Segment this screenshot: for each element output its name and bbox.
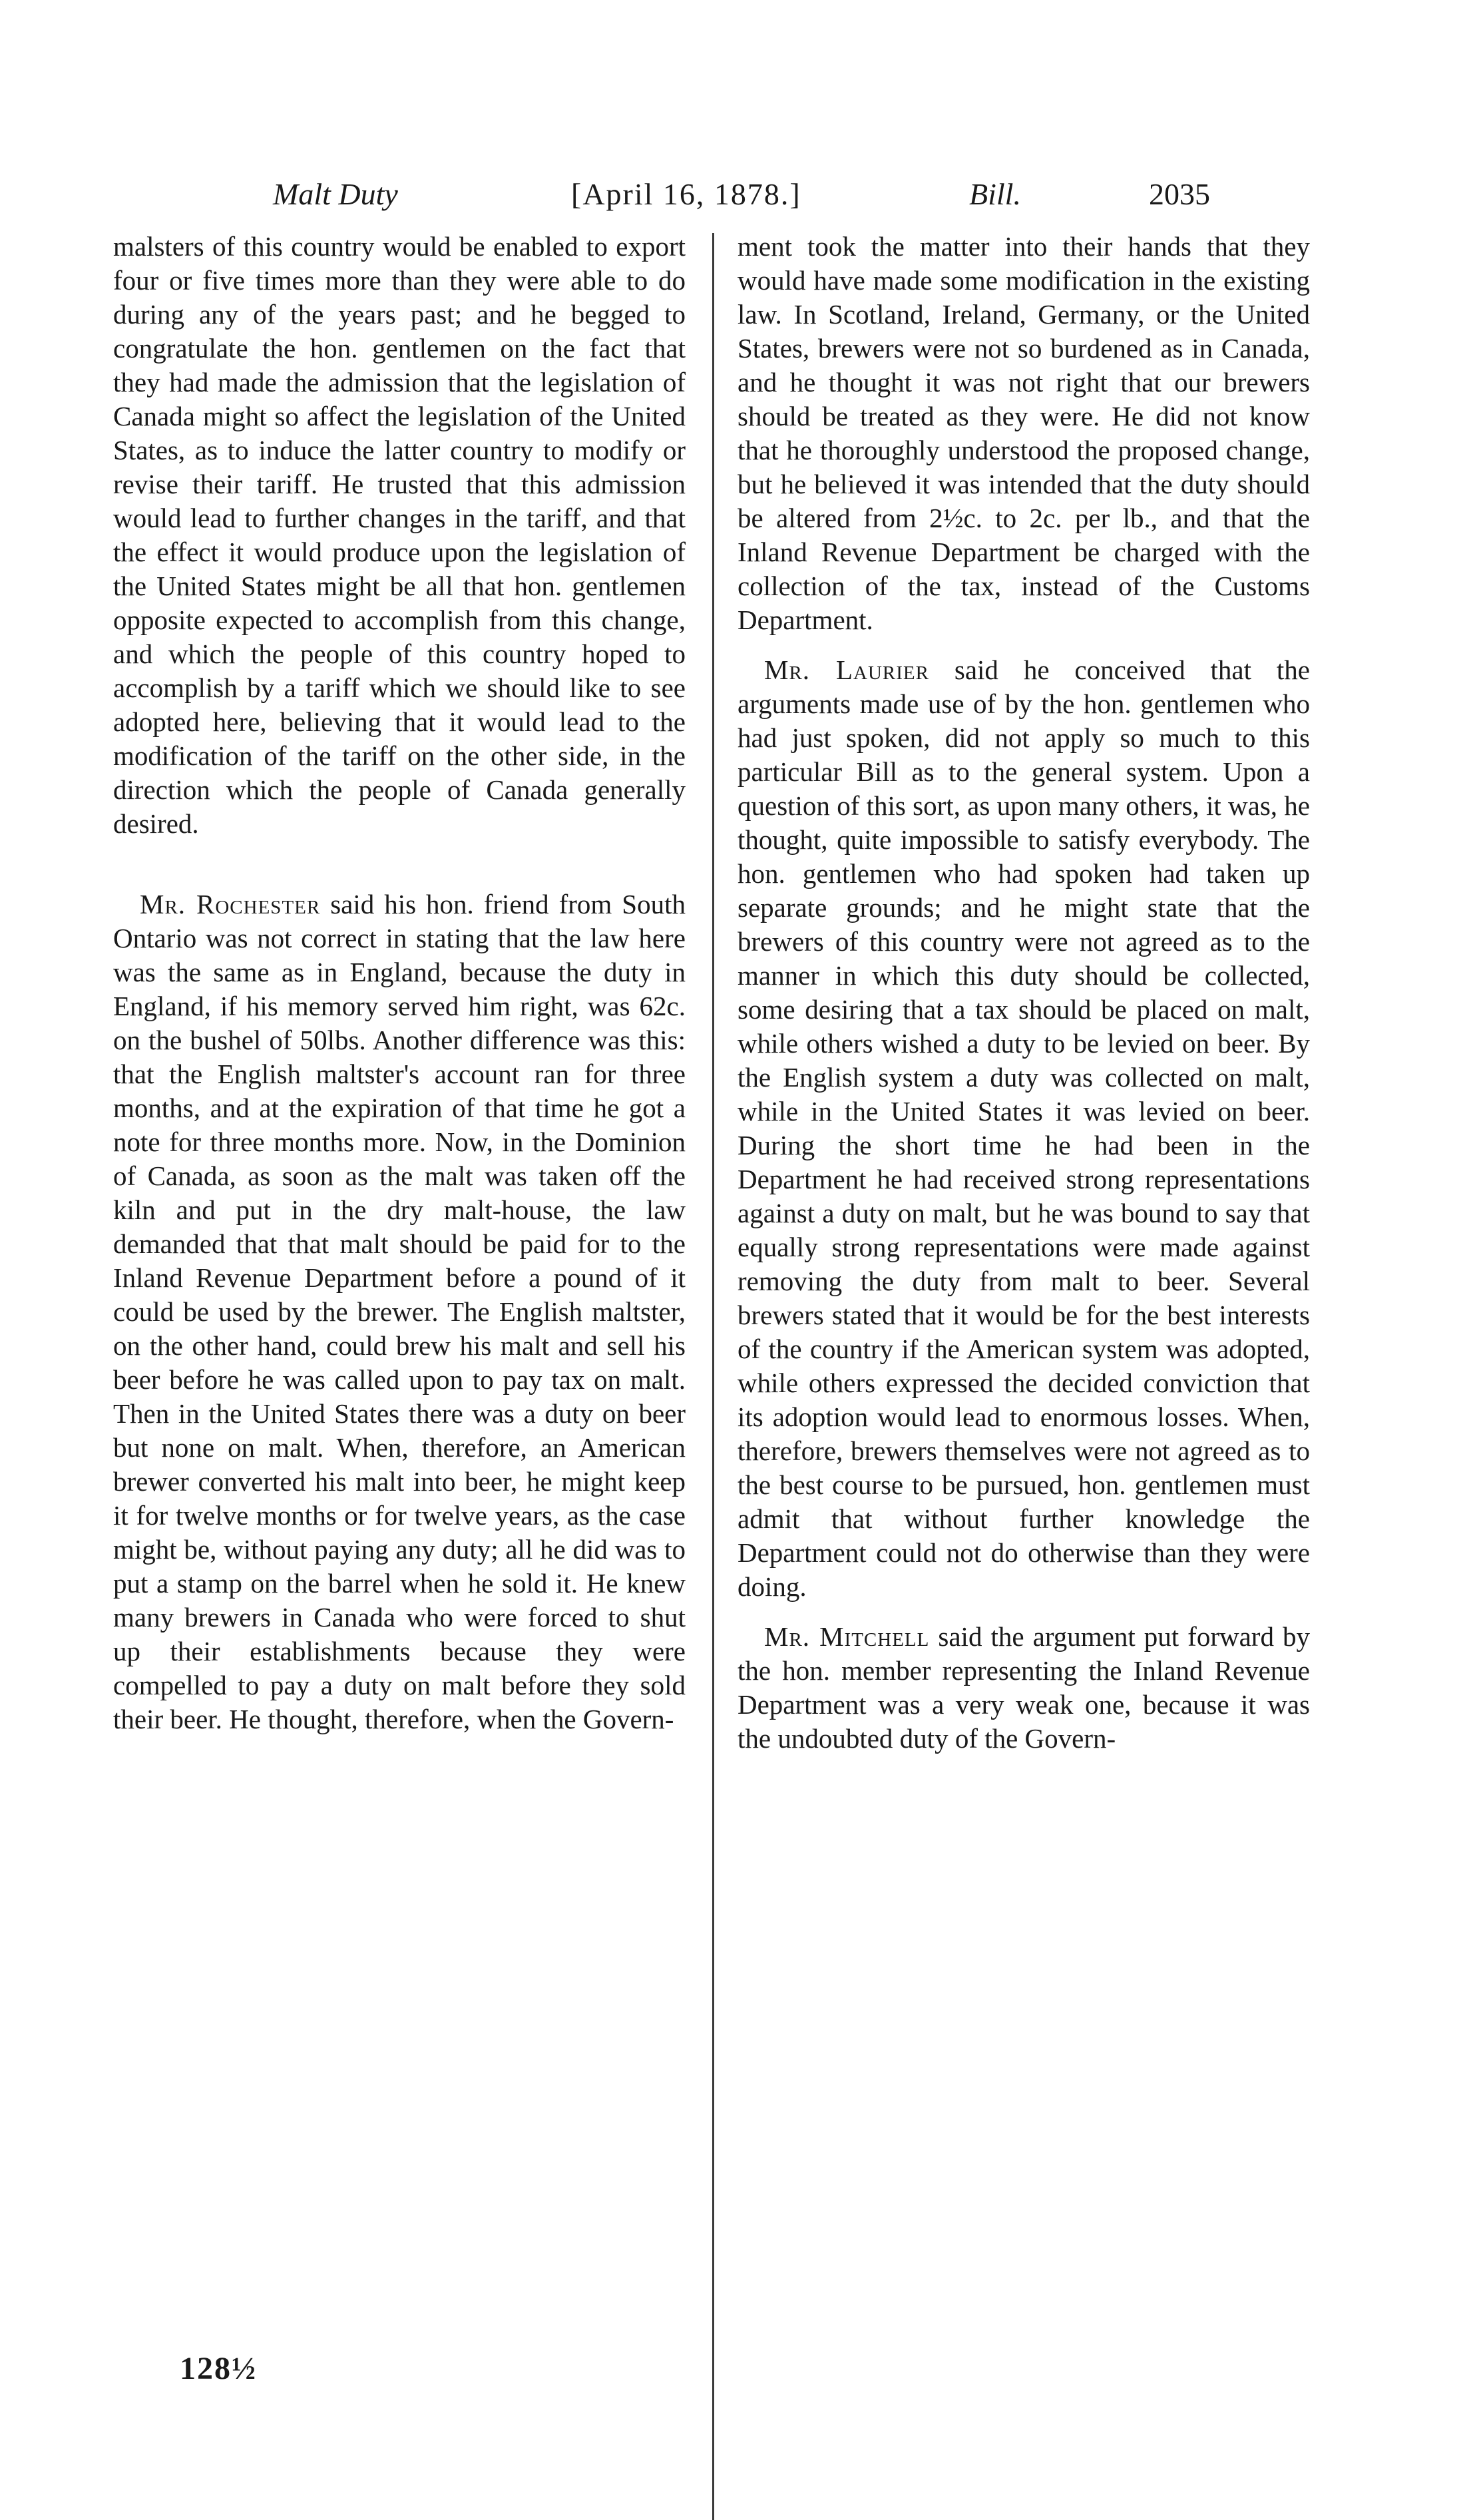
running-head-date: [April 16, 1878.] [571, 177, 801, 211]
right-paragraph-continuation: ment took the matter into their hands that they would have made some modification in the existing law. In Scotland, Ireland, Germany, or the United States, brewers were not so burdened as in Canada, and he thought it was not right that our brewers should be treated as they were. He did not know that he thoroughly understood the proposed change, but he believed it was intended that the duty should be altered from 2½c. to 2c. per lb., and that the Inland Revenue Department be charged with the collection of the tax, instead of the Customs Department. [738, 231, 1310, 635]
right-paragraph-laurier [738, 653, 1310, 1604]
speech-text: said he conceived that the arguments made use of by the hon. gentlemen who had just spoken, did not apply so much to this particular Bill as to the general system. Upon a question of this sort, as upon many others, it was, he thought, quite impossible to satisfy everybody. The hon. gentlemen who had spoken had taken up separate grounds; and he might state that the brewers of this country were not agreed as to the manner in which this duty should be collected, some desiring that a tax should be placed on malt, while others wished a duty to be levied on beer. By the English system a duty was collected on malt, while in the United States it was levied on beer. During the short time he had been in the Department he had received strong representations against a duty on malt, but he was bound to say that equally strong representations were made against removing the duty from malt to beer. Several brewers stated that it would be for the best interests of the country if the American system was adopted, while others expressed the decided conviction that its adoption would lead to enormous losses. When, therefore, brewers themselves were not agreed as to the best course to be pursued, hon. gentlemen must admit that without further knowledge the Department could not do otherwise than they were doing. [738, 654, 1310, 1602]
right-paragraph-mitchell [738, 1620, 1310, 1756]
speaker-name: Mr. Mitchell [764, 1621, 930, 1652]
left-column [113, 230, 686, 1736]
left-paragraph-continuation: malsters of this country would be enabled to export four or five times more than they were able to do during any of the years past; and he begged to congratulate the hon. gentlemen on the fact that they had made the admission that the legislation of Canada might so affect the legislation of the United States, as to induce the latter country to modify or revise their tariff. He trusted that this admission would lead to further changes in the tariff, and that the effect it would produce upon the legislation of the United States might be all that hon. gentlemen opposite expected to accomplish from this change, and which the people of this country hoped to accomplish by a tariff which we should like to see adopted here, believing that it would lead to the modification of the tariff on the other side, in the direction which the people of Canada generally desired. [113, 231, 686, 839]
page-header [0, 0, 1483, 240]
speaker-name: Mr. Laurier [764, 654, 929, 685]
right-column [738, 230, 1310, 1756]
page-number: 2035 [1149, 177, 1210, 211]
speech-text: said his hon. friend from South Ontario was not correct in stating that the law here was the same as in England, because the duty in England, if his memory served him right, was 62c. on the bushel of 50lbs. Another difference was this: that the English maltster's account ran for three months, and at the expiration of that time he got a note for three months more. Now, in the Dominion of Canada, as soon as the malt was taken off the kiln and put in the dry malt-house, the law demanded that that malt should be paid for to the Inland Revenue Department before a pound of it could be used by the brewer. The English maltster, on the other hand, could brew his malt and sell his beer before he was called upon to pay tax on malt. Then in the United States there was a duty on beer but none on malt. When, therefore, an American brewer converted his malt into beer, he might keep it for twelve months or for twelve years, as the case might be, without paying any duty; all he did was to put a stamp on the barrel when he sold it. He knew many brewers in Canada who were forced to shut up their establishments because they were compelled to pay a duty on malt before they sold their beer. He thought, therefore, when the Govern- [113, 889, 686, 1734]
running-head-bill: Bill. [969, 177, 1021, 211]
speaker-name: Mr. Rochester [140, 889, 321, 919]
column-divider [712, 233, 714, 2520]
running-head-title: Malt Duty [273, 177, 398, 211]
speech-text: said the argument put forward by the hon. member representing the Inland Revenue Department was a very weak one, because it was the undoubted duty of the Govern- [738, 1621, 1310, 1754]
signature-mark: 128½ [180, 2351, 257, 2386]
left-paragraph-rochester [113, 887, 686, 1736]
